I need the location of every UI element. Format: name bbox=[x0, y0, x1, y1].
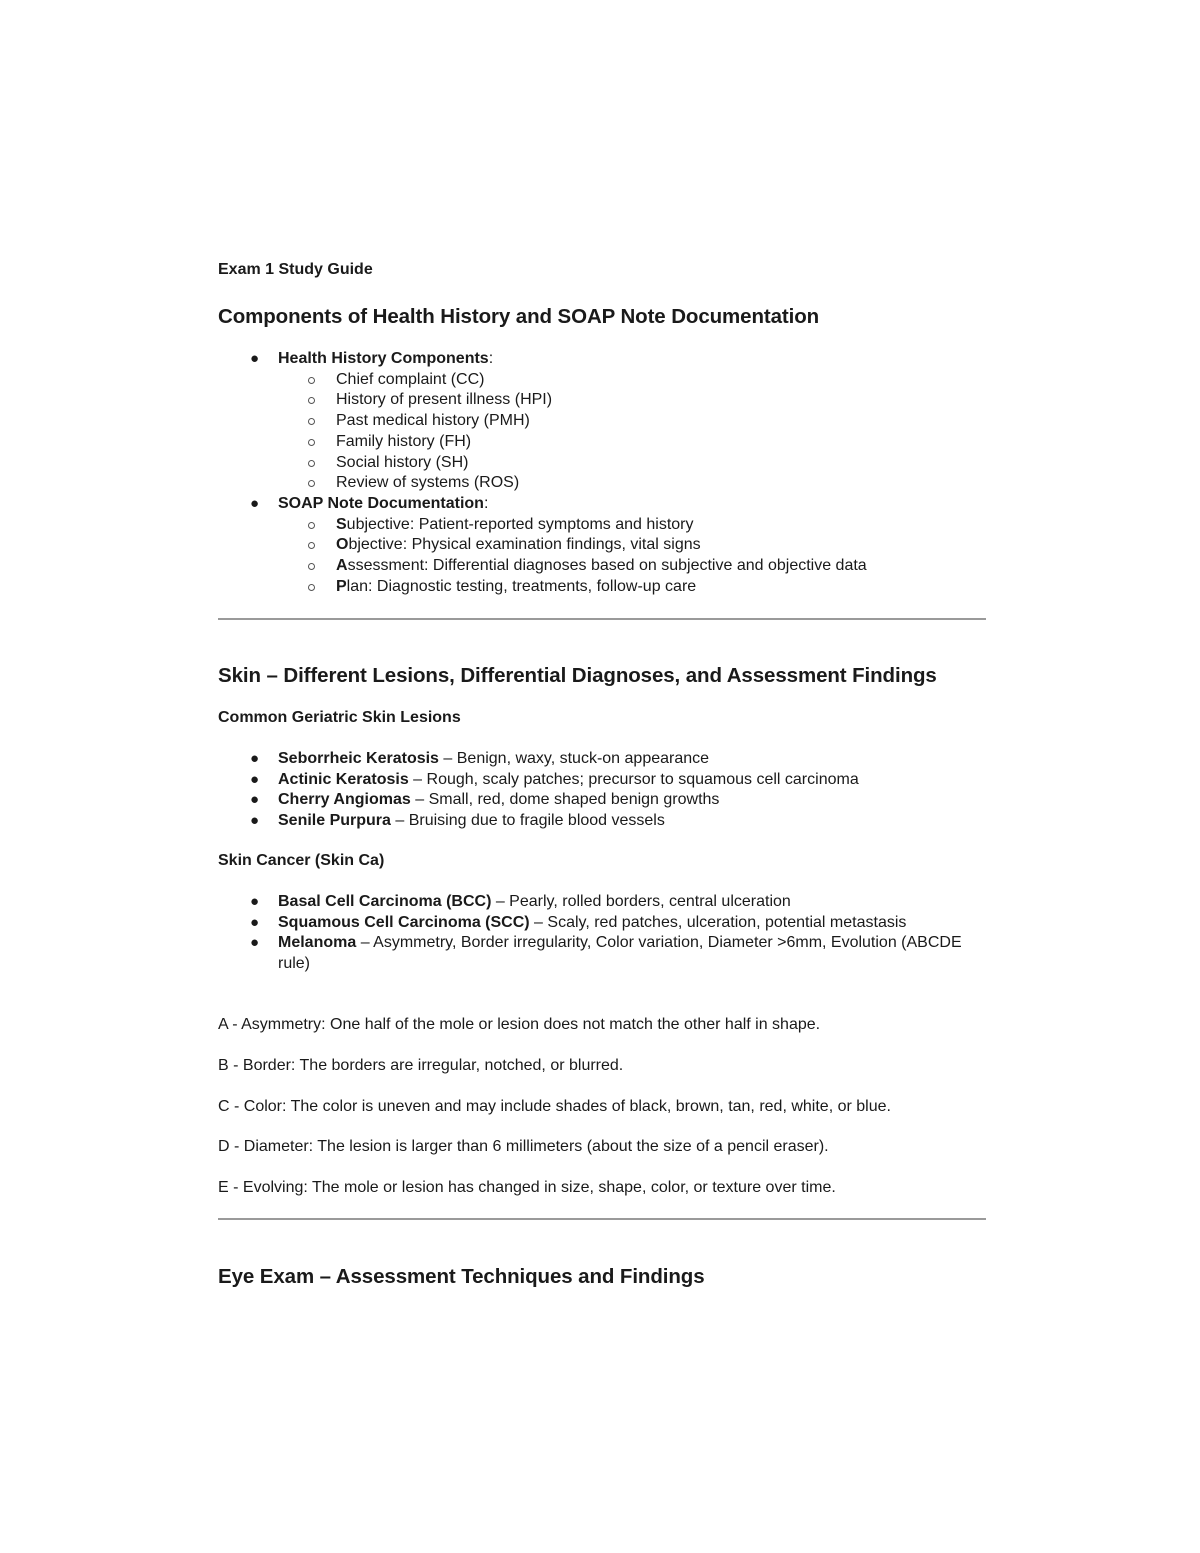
circle-bullet-icon bbox=[308, 563, 315, 570]
sub-item-lead: S bbox=[336, 515, 347, 533]
item-description: – Asymmetry, Border irregularity, Color variation, Diameter >6mm, Evolution (ABCDE rule) bbox=[278, 934, 962, 973]
item-term: Squamous Cell Carcinoma (SCC) bbox=[278, 913, 530, 931]
sub-list-item bbox=[218, 577, 988, 598]
list-item bbox=[218, 933, 988, 974]
sub-list-item bbox=[218, 535, 988, 556]
sub-item-text: ssessment: Differential diagnoses based on subjective and objective data bbox=[347, 557, 867, 575]
bullet-icon: ● bbox=[250, 791, 260, 809]
sub-item-text: lan: Diagnostic testing, treatments, follow-up care bbox=[346, 577, 697, 595]
item-label: Health History Components bbox=[278, 350, 489, 367]
subheading-skin-cancer: Skin Cancer (Skin Ca) bbox=[218, 852, 385, 869]
abcde-color: C - Color: The color is uneven and may include shades of black, brown, tan, red, white, or blue. bbox=[218, 1098, 891, 1115]
list-item bbox=[218, 790, 988, 811]
item-term: Melanoma bbox=[278, 934, 357, 952]
sub-item-text: Family history (FH) bbox=[336, 432, 472, 450]
skin-cancer-list bbox=[218, 892, 988, 975]
sub-list-item bbox=[218, 473, 988, 494]
sub-list bbox=[278, 370, 988, 494]
item-term: Basal Cell Carcinoma (BCC) bbox=[278, 893, 492, 910]
sub-list-item bbox=[218, 411, 988, 432]
sub-item-text: ubjective: Patient-reported symptoms and history bbox=[346, 515, 694, 533]
list-item bbox=[218, 749, 988, 770]
health-history-list bbox=[218, 349, 988, 597]
sub-item-text: Chief complaint (CC) bbox=[336, 370, 485, 388]
bullet-icon: ● bbox=[250, 494, 260, 512]
sub-list-item bbox=[218, 432, 988, 453]
horizontal-divider bbox=[218, 618, 986, 620]
sub-list-item bbox=[218, 515, 988, 536]
item-description: – Benign, waxy, stuck-on appearance bbox=[438, 750, 710, 767]
sub-item-lead: A bbox=[336, 557, 348, 575]
section-heading-eye-exam: Eye Exam – Assessment Techniques and Findings bbox=[218, 1265, 705, 1288]
bullet-icon: ● bbox=[250, 893, 260, 910]
item-term: Actinic Keratosis bbox=[278, 770, 409, 788]
section-heading-skin: Skin – Different Lesions, Differential Diagnoses, and Assessment Findings bbox=[218, 664, 937, 687]
circle-bullet-icon bbox=[308, 480, 315, 487]
bullet-icon: ● bbox=[250, 770, 260, 788]
sub-item-text: Past medical history (PMH) bbox=[336, 412, 530, 430]
item-description: – Pearly, rolled borders, central ulceration bbox=[491, 893, 791, 910]
bullet-icon: ● bbox=[250, 750, 260, 767]
sub-list bbox=[278, 515, 988, 598]
circle-bullet-icon bbox=[308, 418, 315, 425]
sub-item-text: Social history (SH) bbox=[336, 453, 469, 471]
circle-bullet-icon bbox=[308, 522, 315, 529]
item-suffix: : bbox=[483, 494, 489, 512]
circle-bullet-icon bbox=[308, 460, 315, 467]
horizontal-divider bbox=[218, 1218, 986, 1220]
circle-bullet-icon bbox=[308, 542, 315, 549]
circle-bullet-icon bbox=[308, 439, 315, 446]
item-suffix: : bbox=[488, 350, 494, 367]
abcde-diameter: D - Diameter: The lesion is larger than 6 millimeters (about the size of a pencil eraser). bbox=[218, 1138, 829, 1155]
sub-item-text: History of present illness (HPI) bbox=[336, 391, 553, 409]
abcde-asymmetry: A - Asymmetry: One half of the mole or lesion does not match the other half in shape. bbox=[218, 1016, 821, 1033]
item-description: – Rough, scaly patches; precursor to squamous cell carcinoma bbox=[408, 770, 859, 788]
bullet-icon: ● bbox=[250, 812, 260, 830]
section-heading-health-history: Components of Health History and SOAP Note Documentation bbox=[218, 305, 820, 328]
list-item bbox=[218, 913, 988, 934]
circle-bullet-icon bbox=[308, 377, 315, 384]
list-item bbox=[218, 770, 988, 791]
list-item bbox=[218, 811, 988, 832]
sub-list-item bbox=[218, 556, 988, 577]
bullet-icon: ● bbox=[250, 934, 260, 952]
item-description: – Small, red, dome shaped benign growths bbox=[410, 791, 720, 809]
sub-list-item bbox=[218, 453, 988, 474]
geriatric-lesions-list bbox=[218, 749, 988, 832]
list-item bbox=[218, 892, 988, 913]
item-term: Seborrheic Keratosis bbox=[278, 750, 439, 767]
bullet-icon: ● bbox=[250, 350, 260, 367]
circle-bullet-icon bbox=[308, 397, 315, 404]
item-description: – Scaly, red patches, ulceration, potential metastasis bbox=[529, 913, 907, 931]
item-term: Cherry Angiomas bbox=[278, 791, 411, 809]
document-title: Exam 1 Study Guide bbox=[218, 261, 373, 278]
sub-list-item bbox=[218, 390, 988, 411]
item-description: – Bruising due to fragile blood vessels bbox=[390, 812, 665, 830]
abcde-evolving: E - Evolving: The mole or lesion has changed in size, shape, color, or texture over time. bbox=[218, 1179, 836, 1196]
sub-item-lead: O bbox=[336, 536, 349, 554]
sub-item-text: bjective: Physical examination findings, vital signs bbox=[348, 536, 701, 554]
abcde-border: B - Border: The borders are irregular, notched, or blurred. bbox=[218, 1057, 624, 1074]
list-item bbox=[218, 494, 988, 598]
item-term: Senile Purpura bbox=[278, 812, 391, 830]
sub-item-lead: P bbox=[336, 577, 347, 595]
circle-bullet-icon bbox=[308, 584, 315, 591]
list-item bbox=[218, 349, 988, 494]
item-label: SOAP Note Documentation bbox=[278, 494, 484, 512]
sub-item-text: Review of systems (ROS) bbox=[336, 474, 520, 492]
sub-list-item bbox=[218, 370, 988, 391]
subheading-geriatric-lesions: Common Geriatric Skin Lesions bbox=[218, 709, 461, 726]
bullet-icon: ● bbox=[250, 913, 260, 931]
